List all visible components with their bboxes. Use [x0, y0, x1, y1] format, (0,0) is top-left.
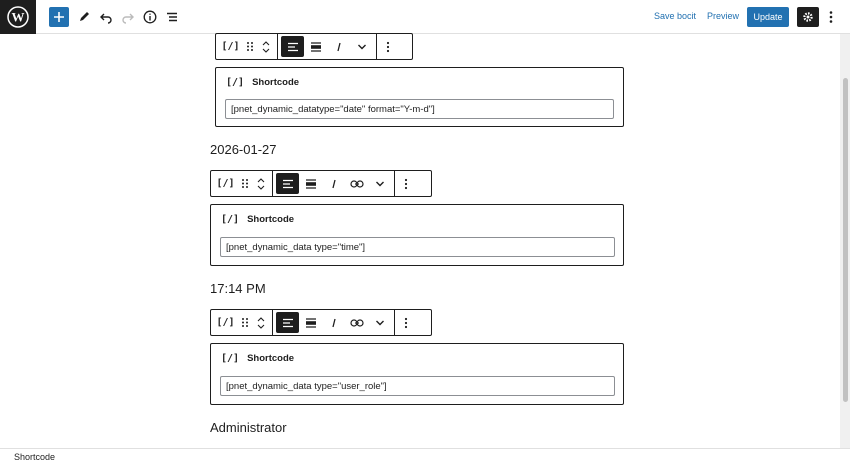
chevron-down-icon[interactable] — [368, 173, 391, 194]
italic-icon[interactable] — [327, 36, 350, 57]
chevron-down-icon[interactable] — [368, 312, 391, 333]
wordpress-logo-button[interactable] — [0, 0, 36, 34]
plus-icon — [53, 11, 65, 23]
shortcode-block-title: Shortcode — [247, 353, 295, 364]
align-left-icon[interactable] — [281, 36, 304, 57]
shortcode-block-label — [221, 214, 294, 225]
undo-icon — [99, 10, 113, 24]
block-breadcrumb — [0, 448, 850, 464]
info-icon — [143, 10, 157, 24]
italic-icon[interactable] — [322, 173, 345, 194]
preview-button[interactable]: Preview — [707, 11, 740, 21]
block-inserter-button[interactable] — [49, 7, 69, 27]
tools-button[interactable] — [74, 7, 94, 27]
shortcode-block-title: Shortcode — [247, 214, 295, 225]
shortcode-block-label — [221, 353, 294, 364]
align-left-icon[interactable] — [276, 173, 299, 194]
shortcode-input[interactable]: [pnet_dynamic_data type="time"] — [220, 237, 615, 257]
list-view-icon — [165, 10, 179, 24]
options-button[interactable] — [824, 7, 838, 27]
shortcode-block[interactable] — [215, 67, 624, 127]
save-draft-button[interactable]: Save bocit — [654, 11, 697, 21]
more-options-icon[interactable] — [398, 173, 414, 194]
shortcode-icon: [/] — [221, 214, 240, 225]
redo-button[interactable] — [118, 7, 138, 27]
shortcode-block-icon[interactable]: [/] — [216, 178, 235, 189]
gear-icon — [802, 11, 814, 23]
toolbar-group-block — [216, 34, 278, 59]
shortcode-icon: [/] — [226, 77, 245, 88]
more-options-icon[interactable] — [380, 36, 396, 57]
block-toolbar — [210, 170, 432, 197]
undo-button[interactable] — [96, 7, 116, 27]
toolbar-group-more — [395, 310, 417, 335]
svg-text:W: W — [11, 9, 25, 25]
shortcode-block-icon[interactable]: [/] — [216, 317, 235, 328]
toolbar-group-align — [273, 310, 395, 335]
toolbar-group-align — [273, 171, 395, 196]
shortcode-block-title: Shortcode — [252, 77, 300, 88]
shortcode-input[interactable]: [pnet_dynamic_datatype="date" format="Y-m-d"] — [225, 99, 614, 119]
link-icon[interactable] — [345, 173, 368, 194]
drag-handle-icon[interactable] — [242, 36, 258, 57]
toolbar-group-block — [211, 310, 273, 335]
block-toolbar — [215, 33, 413, 60]
wordpress-icon — [7, 6, 29, 28]
drag-handle-icon[interactable] — [237, 312, 253, 333]
pencil-icon — [77, 10, 91, 24]
list-view-button[interactable] — [162, 7, 182, 27]
chevron-down-icon[interactable] — [350, 36, 373, 57]
link-icon[interactable] — [345, 312, 368, 333]
shortcode-block-label — [226, 77, 299, 88]
shortcode-block-icon[interactable]: [/] — [221, 41, 240, 52]
shortcode-block[interactable] — [210, 343, 624, 405]
shortcode-block[interactable] — [210, 204, 624, 266]
shortcode-icon: [/] — [221, 353, 240, 364]
paragraph-block[interactable]: 2026-01-27 — [210, 142, 277, 157]
block-toolbar — [210, 309, 432, 336]
scrollbar-thumb[interactable] — [843, 78, 848, 402]
move-up-down-icon[interactable] — [253, 312, 269, 333]
move-up-down-icon[interactable] — [258, 36, 274, 57]
align-full-icon[interactable] — [299, 173, 322, 194]
drag-handle-icon[interactable] — [237, 173, 253, 194]
more-vertical-icon — [829, 10, 833, 24]
settings-button[interactable] — [797, 7, 819, 27]
align-full-icon[interactable] — [299, 312, 322, 333]
breadcrumb-item[interactable]: Shortcode — [14, 452, 56, 462]
toolbar-group-align — [278, 34, 377, 59]
paragraph-block[interactable]: Administrator — [210, 420, 287, 435]
italic-icon[interactable] — [322, 312, 345, 333]
details-button[interactable] — [140, 7, 160, 27]
editor-header — [0, 0, 850, 34]
toolbar-group-block — [211, 171, 273, 196]
redo-icon — [121, 10, 135, 24]
shortcode-input[interactable]: [pnet_dynamic_data type="user_role"] — [220, 376, 615, 396]
toolbar-group-more — [377, 34, 399, 59]
toolbar-group-more — [395, 171, 417, 196]
move-up-down-icon[interactable] — [253, 173, 269, 194]
paragraph-block[interactable]: 17:14 PM — [210, 281, 266, 296]
more-options-icon[interactable] — [398, 312, 414, 333]
align-full-icon[interactable] — [304, 36, 327, 57]
align-left-icon[interactable] — [276, 312, 299, 333]
update-button[interactable]: Update — [747, 7, 789, 27]
